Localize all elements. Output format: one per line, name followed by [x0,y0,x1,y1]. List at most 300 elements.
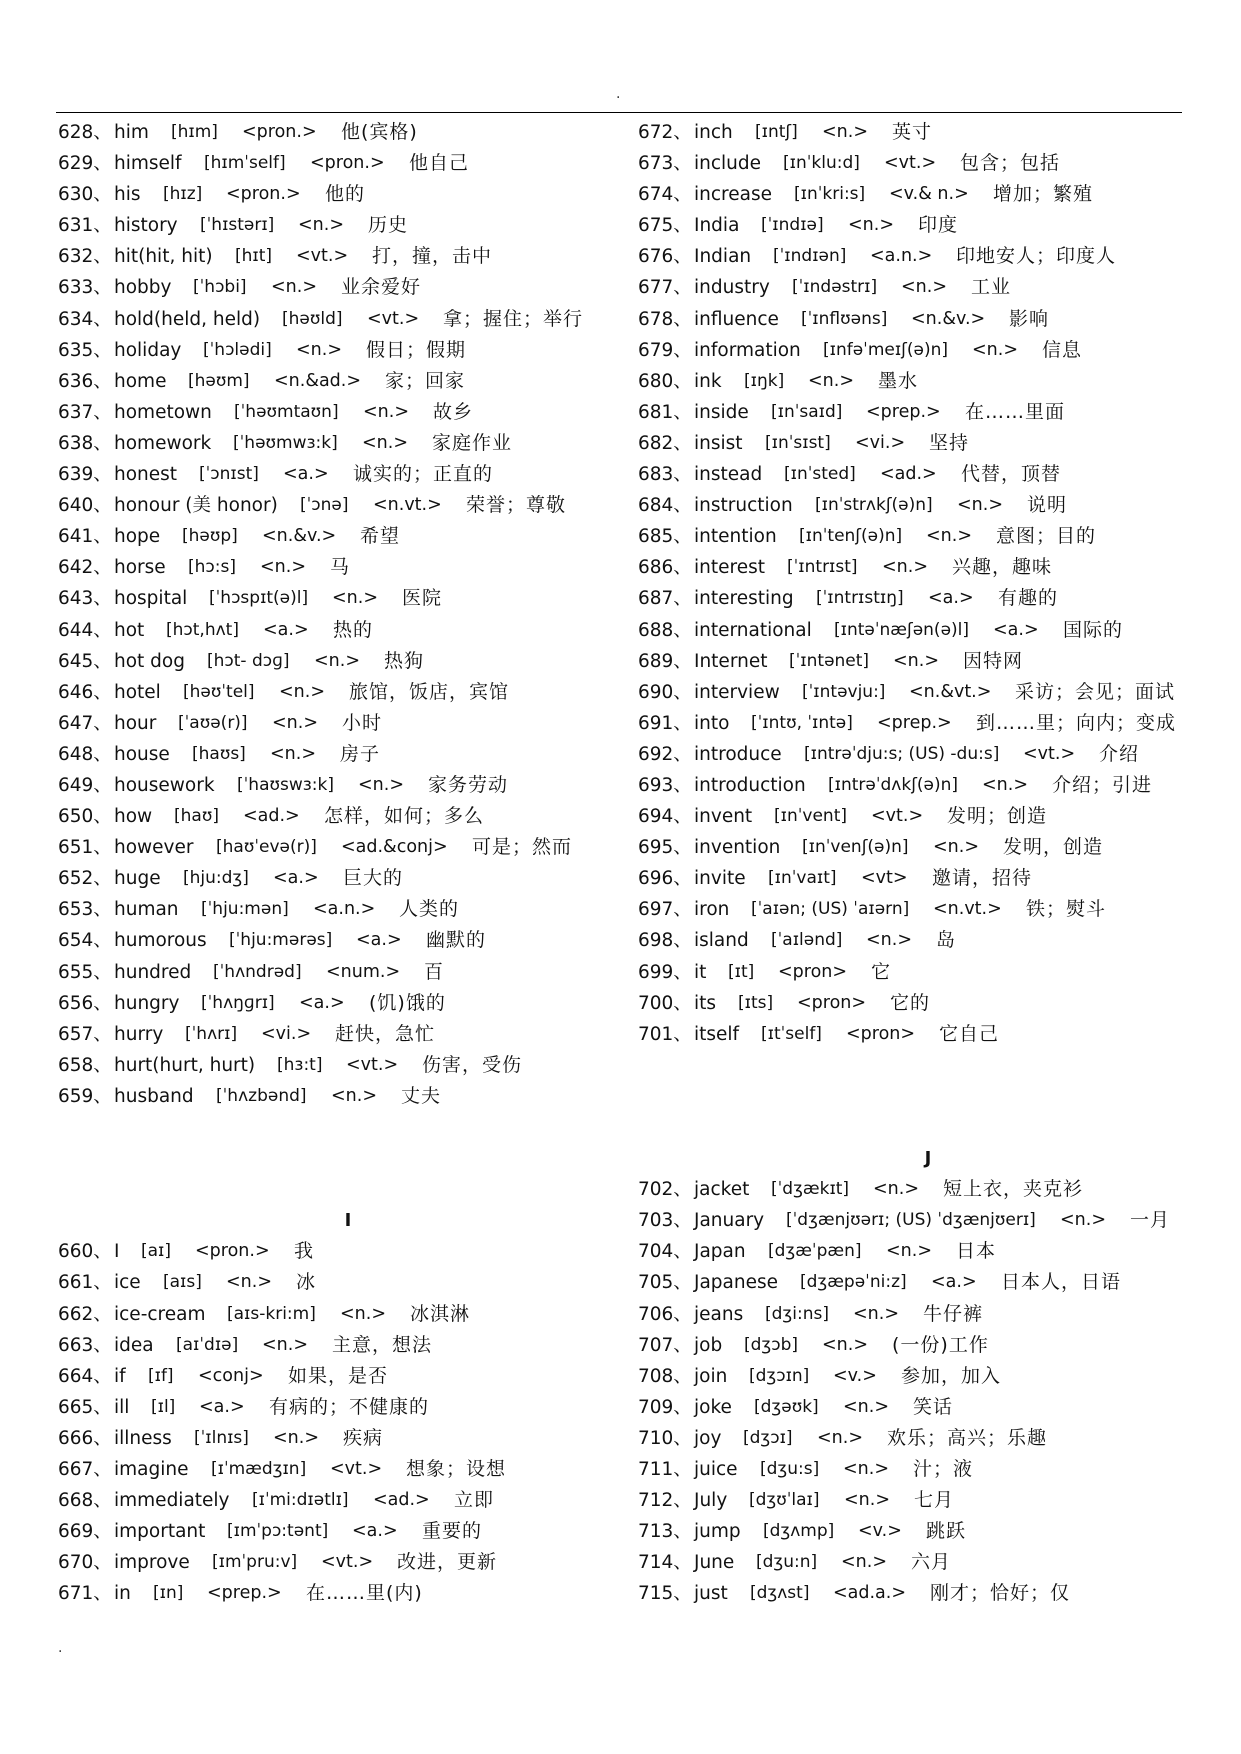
entry-number: 669、 [58,1521,112,1543]
entry-phonetic: [ˈaʊə(r)] [178,712,248,733]
entry-part-of-speech: <n.> [340,1303,386,1324]
entry-number: 697、 [638,899,692,921]
entry-word: himself [114,153,182,175]
footer-mark: . [58,1640,63,1656]
vocab-entry [58,117,638,148]
entry-phonetic: [ɪnfəˈmeɪʃ(ə)n] [823,339,949,360]
entry-meaning: 到……里；向内；变成 [976,711,1177,734]
vocab-entry [638,739,1218,770]
entry-part-of-speech: <n.> [817,1427,863,1448]
entry-number: 646、 [58,681,112,703]
vocab-entry [58,241,638,272]
entry-part-of-speech: <n.> [279,681,325,702]
vocab-entry [638,1174,1218,1205]
entry-word: hurry [114,1023,164,1045]
entry-word: join [694,1365,728,1387]
entry-part-of-speech: <vt.> [330,1459,383,1480]
entry-number: 689、 [638,650,692,672]
vocab-entry [638,583,1218,614]
entry-number: 677、 [638,277,692,299]
entry-phonetic: [haʊ] [174,806,219,827]
entry-word: him [114,122,149,143]
right-column [638,117,1218,1610]
entry-meaning: 笑话 [913,1395,954,1418]
entry-word: hospital [114,588,188,610]
vocab-entry [638,272,1218,303]
entry-number: 712、 [638,1490,692,1512]
entry-meaning: (一份)工作 [892,1333,989,1356]
entry-phonetic: [ˈhəʊmtaʊn] [234,401,339,422]
vocab-entry [58,1361,638,1392]
entry-word: house [114,743,170,765]
entry-meaning: 采访；会见；面试 [1015,680,1176,703]
entry-number: 699、 [638,961,692,983]
entry-number: 636、 [58,370,112,392]
entry-phonetic: [ˈɪntrɪstɪŋ] [816,588,904,609]
entry-word: hope [114,526,161,548]
entry-word: instruction [694,495,793,517]
entry-phonetic: [ˈaɪlənd] [771,930,843,951]
entry-word: instead [694,464,763,486]
entry-phonetic: [ˈɪndɪə] [761,215,824,236]
entry-part-of-speech: <ad.> [880,464,937,485]
vocab-entry [638,304,1218,335]
entry-meaning: 增加；繁殖 [993,183,1094,206]
entry-number: 681、 [638,401,692,423]
blank-row [638,1112,1218,1143]
entry-meaning: 怎样，如何；多么 [324,805,485,828]
entry-part-of-speech: <a.> [283,464,329,485]
vocab-entry [58,490,638,521]
entry-part-of-speech: <n.&v.> [262,526,337,547]
entry-meaning: 医院 [402,587,443,610]
entry-part-of-speech: <n.vt.> [933,899,1002,920]
entry-word: July [694,1490,728,1512]
entry-phonetic: [ˈɪntəvju:] [802,681,886,702]
entry-meaning: 希望 [360,525,401,548]
entry-phonetic: [ˈɔnɪst] [199,464,259,485]
entry-meaning: 伤害，受伤 [422,1053,523,1076]
entry-meaning: 跳跃 [926,1520,967,1543]
entry-phonetic: [həʊˈtel] [183,681,255,702]
entry-meaning: 百 [424,960,445,983]
letter-heading: J [924,1148,932,1170]
entry-word: India [694,215,740,237]
entry-phonetic: [ɪnˈsted] [784,464,856,485]
vocab-entry [638,397,1218,428]
entry-phonetic: [dʒʊˈlaɪ] [749,1490,820,1511]
entry-part-of-speech: <n.> [822,1334,868,1355]
entry-phonetic: [ɪntrəˈdʌkʃ(ə)n] [828,774,959,795]
entry-phonetic: [ˈɔnə] [300,495,349,516]
entry-part-of-speech: <conj> [198,1365,264,1386]
entry-part-of-speech: <vt.> [321,1552,374,1573]
entry-word: ice-cream [114,1303,206,1325]
entry-meaning: 代替，顶替 [961,463,1062,486]
entry-phonetic: [aɪ] [141,1241,171,1262]
entry-meaning: 拿；握住；举行 [443,307,584,330]
entry-meaning: 它 [871,960,892,983]
vocab-entry [638,148,1218,179]
vocab-entry [638,770,1218,801]
entry-number: 686、 [638,557,692,579]
entry-part-of-speech: <n.&ad.> [274,370,362,391]
entry-phonetic: [ɪntʃ] [755,122,798,142]
entry-phonetic: [ɪnˈvenʃ(ə)n] [802,837,909,858]
entry-word: intention [694,526,777,548]
entry-phonetic: [ˈhʌrɪ] [185,1023,238,1044]
entry-number: 656、 [58,992,112,1014]
entry-phonetic: [ɪn] [153,1583,184,1604]
entry-word: hurt(hurt, hurt) [114,1054,256,1076]
entry-phonetic: [ˈhɔbi] [193,277,247,298]
entry-phonetic: [ˈɪntrɪst] [787,557,858,578]
entry-number: 692、 [638,743,692,765]
entry-part-of-speech: <v.> [858,1521,902,1542]
entry-number: 652、 [58,868,112,890]
entry-meaning: 热狗 [384,649,425,672]
entry-word: its [694,992,717,1014]
entry-word: hungry [114,992,180,1014]
entry-number: 684、 [638,495,692,517]
entry-phonetic: [ɪnˈkri:s] [794,184,866,205]
entry-meaning: 他的 [325,183,366,206]
vocab-entry [638,335,1218,366]
entry-number: 664、 [58,1365,112,1387]
entry-number: 715、 [638,1583,692,1605]
entry-part-of-speech: <a.> [356,930,402,951]
entry-number: 683、 [638,464,692,486]
entry-word: humorous [114,930,207,952]
entry-number: 670、 [58,1552,112,1574]
entry-part-of-speech: <n.> [270,743,316,764]
vocab-entry [638,832,1218,863]
blank-row [58,1174,638,1205]
entry-phonetic: [aɪˈdɪə] [176,1334,239,1355]
vocab-entry [58,1330,638,1361]
entry-phonetic: [ˈdʒænjʊərɪ; (US) ˈdʒænjʊerɪ] [786,1210,1036,1231]
entry-word: human [114,899,179,921]
entry-number: 704、 [638,1241,692,1263]
entry-phonetic: [ɪmˈpɔ:tənt] [227,1521,329,1542]
entry-meaning: 旅馆，饭店，宾馆 [349,680,510,703]
entry-phonetic: [ɪnˈvent] [774,806,847,827]
entry-number: 628、 [58,122,112,143]
entry-number: 650、 [58,806,112,828]
vocab-entry [638,1299,1218,1330]
entry-number: 707、 [638,1334,692,1356]
entry-meaning: 冰淇淋 [410,1302,471,1325]
entry-word: invent [694,806,753,828]
vocab-entry [638,708,1218,739]
vocab-entry [638,863,1218,894]
entry-number: 698、 [638,930,692,952]
entry-meaning: 印度 [918,214,959,237]
entry-meaning: 发明，创造 [1003,836,1104,859]
vocab-entry [58,1019,638,1050]
entry-part-of-speech: <n.> [271,277,317,298]
entry-number: 629、 [58,153,112,175]
vocab-entry [638,1485,1218,1516]
entry-phonetic: [hju:dʒ] [183,868,249,889]
entry-meaning: 牛仔裤 [923,1302,984,1325]
entry-phonetic: [ˈhʌzbənd] [216,1085,307,1106]
vocab-entry [58,1578,638,1609]
entry-part-of-speech: <n.> [841,1552,887,1573]
entry-meaning: 主意，想法 [332,1333,433,1356]
entry-part-of-speech: <n.> [822,122,868,142]
entry-word: huge [114,868,161,890]
vocab-entry [58,801,638,832]
entry-word: jacket [694,1179,750,1201]
vocab-entry [58,179,638,210]
entry-word: holiday [114,339,182,361]
vocab-entry [638,366,1218,397]
entry-phonetic: [aɪs-kri:m] [227,1303,316,1324]
vocab-entry [58,1299,638,1330]
entry-part-of-speech: <ad.&conj> [341,837,448,858]
entry-word: hometown [114,401,212,423]
entry-word: homework [114,432,212,454]
vocab-entry [58,552,638,583]
entry-part-of-speech: <n.> [882,557,928,578]
entry-phonetic: [ˈhɔlədi] [203,339,272,360]
entry-part-of-speech: <vt.> [367,308,420,329]
entry-meaning: 房子 [340,742,381,765]
entry-number: 687、 [638,588,692,610]
entry-word: it [694,961,707,983]
entry-number: 706、 [638,1303,692,1325]
entry-meaning: 六月 [911,1551,952,1574]
vocab-entry [638,1019,1218,1050]
entry-part-of-speech: <n.> [886,1241,932,1262]
entry-part-of-speech: <prep.> [877,712,952,733]
entry-meaning: 他(宾格) [341,121,418,143]
entry-number: 678、 [638,308,692,330]
entry-word: introduction [694,774,806,796]
entry-part-of-speech: <vt> [861,868,908,889]
entry-meaning: 七月 [914,1489,955,1512]
vocab-entry [638,894,1218,925]
entry-meaning: 它的 [890,991,931,1014]
entry-word: husband [114,1085,194,1107]
entry-number: 645、 [58,650,112,672]
vocab-entry [638,1392,1218,1423]
entry-phonetic: [haʊˈevə(r)] [216,837,317,858]
entry-phonetic: [hɪz] [163,184,203,205]
vocab-entry [58,832,638,863]
entry-number: 641、 [58,526,112,548]
entry-part-of-speech: <n.> [853,1303,899,1324]
entry-phonetic: [hɪm] [171,122,218,142]
entry-meaning: 发明；创造 [947,805,1048,828]
vocab-entry [58,583,638,614]
entry-phonetic: [dʒæˈpæn] [768,1241,862,1262]
entry-number: 662、 [58,1303,112,1325]
entry-word: interest [694,557,765,579]
entry-meaning: 在……里(内) [306,1582,423,1605]
vocab-entry [58,863,638,894]
vocab-entry [638,957,1218,988]
vocab-entry [638,801,1218,832]
vocab-entry [638,552,1218,583]
entry-phonetic: [hɜ:t] [277,1054,323,1075]
entry-word: just [694,1583,728,1605]
entry-part-of-speech: <a.> [352,1521,398,1542]
entry-meaning: 欢乐；高兴；乐趣 [887,1426,1048,1449]
entry-number: 635、 [58,339,112,361]
entry-number: 676、 [638,246,692,268]
entry-word: horse [114,557,166,579]
entry-number: 674、 [638,184,692,206]
entry-part-of-speech: <pron.> [242,122,317,142]
vocab-entry [58,646,638,677]
vocab-entry [638,459,1218,490]
header-mark: . [616,86,621,102]
entry-phonetic: [ɪnˈvaɪt] [768,868,837,889]
vocab-entry [58,1423,638,1454]
entry-word: however [114,837,194,859]
vocab-entry [58,428,638,459]
vocab-entry [58,1050,638,1081]
vocab-entry [638,1361,1218,1392]
entry-part-of-speech: <n.> [314,650,360,671]
entry-meaning: 重要的 [422,1520,483,1543]
entry-word: jeans [694,1303,744,1325]
entry-phonetic: [ˈaɪən; (US) ˈaɪərn] [751,899,910,920]
entry-phonetic: [ɪmˈpru:v] [212,1552,298,1573]
entry-part-of-speech: <n.&vt.> [909,681,992,702]
entry-word: hold(held, held) [114,308,261,330]
entry-part-of-speech: <pron.> [226,184,301,205]
entry-part-of-speech: <vt.> [346,1054,399,1075]
entry-meaning: 热的 [333,618,374,641]
header-rule [56,112,1182,113]
entry-meaning: 假日；假期 [366,338,467,361]
entry-meaning: 铁；熨斗 [1026,898,1107,921]
entry-word: honest [114,464,178,486]
entry-meaning: 诚实的；正直的 [353,463,494,486]
vocab-entry [638,490,1218,521]
entry-phonetic: [ɪˈmi:dɪətlɪ] [252,1490,349,1511]
vocab-entry [58,397,638,428]
entry-meaning: 包含；包括 [960,152,1061,175]
entry-number: 632、 [58,246,112,268]
entry-phonetic: [ɪtˈself] [761,1023,822,1044]
entry-number: 688、 [638,619,692,641]
entry-number: 659、 [58,1085,112,1107]
entry-part-of-speech: <n.> [331,1085,377,1106]
entry-number: 691、 [638,712,692,734]
vocab-entry [58,304,638,335]
entry-phonetic: [ɪnˈklu:d] [783,153,860,174]
entry-meaning: 参加，加入 [901,1364,1002,1387]
vocab-entry [58,148,638,179]
entry-phonetic: [həʊp] [182,526,238,547]
vocab-entry [638,1547,1218,1578]
entry-word: idea [114,1334,154,1356]
entry-part-of-speech: <n.&v.> [911,308,986,329]
vocab-entry [58,1516,638,1547]
entry-number: 708、 [638,1365,692,1387]
entry-phonetic: [aɪs] [163,1272,202,1293]
entry-word: hit(hit, hit) [114,246,213,268]
entry-meaning: 打，撞，击中 [372,245,493,268]
entry-phonetic: [dʒɔɪn] [749,1365,810,1386]
entry-phonetic: [ˈhʌndrəd] [213,961,302,982]
vocab-entry [58,925,638,956]
entry-phonetic: [ɪŋk] [744,370,785,391]
vocab-entry [638,428,1218,459]
entry-number: 640、 [58,495,112,517]
entry-word: invite [694,868,746,890]
entry-phonetic: [ˈɪntʊ, ˈɪntə] [751,712,853,733]
entry-word: hundred [114,961,192,983]
entry-part-of-speech: <n.> [358,774,404,795]
entry-part-of-speech: <vt.> [1023,743,1076,764]
entry-word: information [694,339,801,361]
entry-word: illness [114,1427,172,1449]
entry-meaning: 刚才；恰好；仅 [930,1582,1071,1605]
vocab-entry [638,1330,1218,1361]
vocab-entry [58,272,638,303]
vocab-entry [638,1205,1218,1236]
entry-phonetic: [ˈhɔspɪt(ə)l] [209,588,309,609]
entry-meaning: 印地安人；印度人 [956,245,1117,268]
entry-word: joke [694,1396,732,1418]
entry-word: Japanese [694,1272,778,1294]
vocab-entry [58,521,638,552]
entry-word: improve [114,1552,190,1574]
entry-part-of-speech: <n.> [901,277,947,298]
entry-word: housework [114,774,215,796]
entry-word: if [114,1365,126,1387]
entry-meaning: 可是；然而 [472,836,573,859]
entry-phonetic: [ɪl] [151,1396,176,1417]
vocab-entry [58,1392,638,1423]
entry-part-of-speech: <vi.> [261,1023,312,1044]
entry-meaning: 短上衣，夹克衫 [943,1178,1084,1201]
blank-row [58,1143,638,1174]
vocab-entry [58,210,638,241]
entry-word: June [694,1552,735,1574]
entry-meaning: 意图；目的 [996,525,1097,548]
entry-meaning: 想象；设想 [406,1458,507,1481]
entry-part-of-speech: <n.> [843,1396,889,1417]
vocab-entry [58,894,638,925]
entry-meaning: 墨水 [878,369,919,392]
entry-phonetic: [ɪf] [148,1365,174,1386]
entry-word: hour [114,712,157,734]
vocab-entry [58,459,638,490]
entry-number: 695、 [638,837,692,859]
entry-part-of-speech: <pron.> [310,153,385,174]
entry-meaning: 故乡 [433,400,474,423]
entry-phonetic: [ɪts] [738,992,774,1013]
entry-number: 690、 [638,681,692,703]
entry-word: interview [694,681,780,703]
entry-word: interesting [694,588,794,610]
entry-meaning: 日本人，日语 [1001,1271,1122,1294]
vocab-entry [638,1267,1218,1298]
vocab-entry [58,1547,638,1578]
entry-phonetic: [hɔt- dɔɡ] [207,650,290,671]
entry-phonetic: [həʊld] [282,308,343,329]
entry-word: ice [114,1272,141,1294]
entry-number: 639、 [58,464,112,486]
entry-phonetic: [ˈɪndɪən] [773,246,847,267]
vocab-entry [58,770,638,801]
